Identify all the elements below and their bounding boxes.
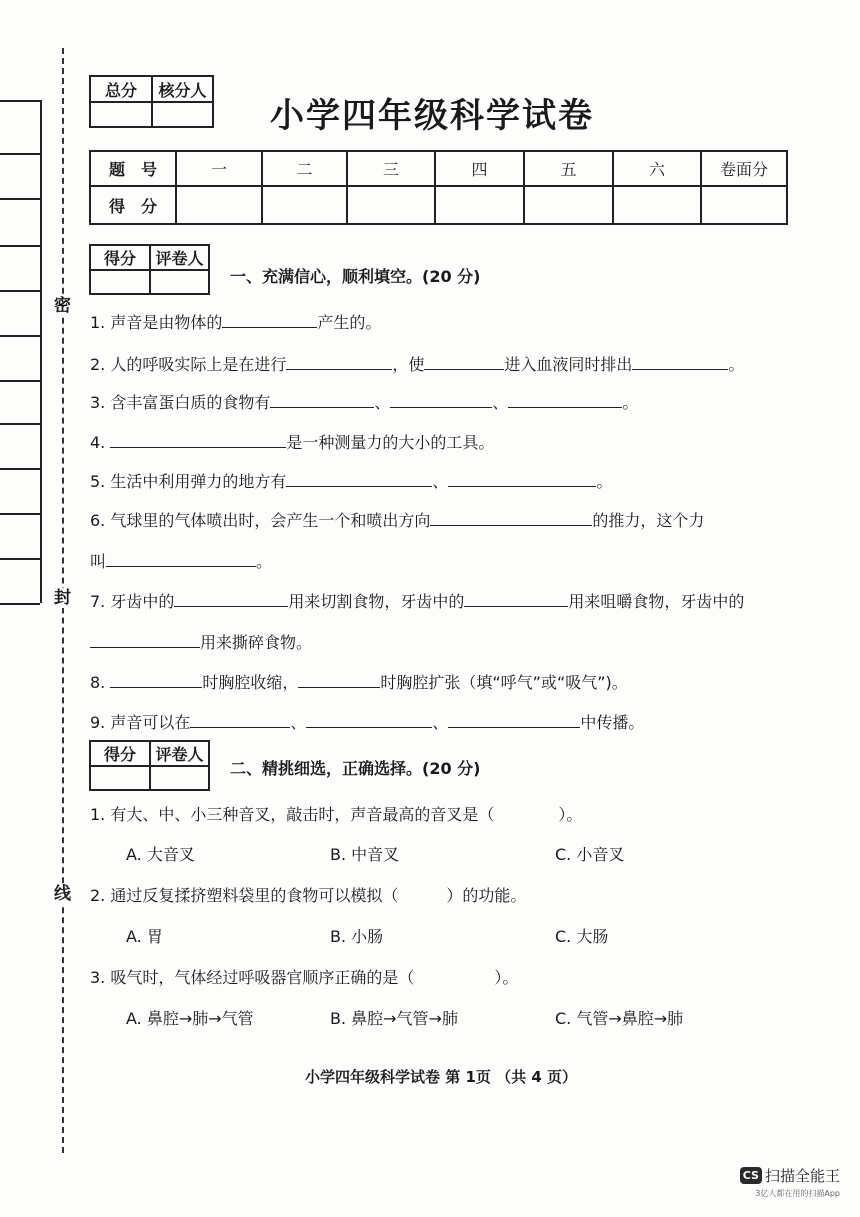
question-1: 1. 声音是由物体的 产生的。 bbox=[90, 313, 382, 332]
grader-reviewer-label: 评卷人 bbox=[150, 741, 209, 766]
total-label: 总分 bbox=[90, 76, 152, 102]
seal-char-mi: 密 bbox=[54, 296, 71, 316]
mc-option[interactable]: B. 小肠 bbox=[330, 927, 384, 946]
binding-tick bbox=[0, 603, 40, 605]
watermark-name: 扫描全能王 bbox=[764, 1167, 840, 1185]
answer-blank[interactable] bbox=[270, 393, 374, 408]
answer-blank[interactable] bbox=[390, 393, 492, 408]
binding-vertical-line bbox=[40, 100, 42, 603]
score-cell[interactable] bbox=[262, 186, 347, 224]
binding-tick bbox=[0, 380, 40, 382]
checker-label: 核分人 bbox=[152, 76, 213, 102]
question-2: 2. 人的呼吸实际上是在进行 ，使 进入血液同时排出 。 bbox=[90, 355, 745, 374]
answer-blank[interactable] bbox=[632, 355, 728, 370]
mc-option[interactable]: A. 胃 bbox=[126, 927, 163, 946]
answer-blank[interactable] bbox=[448, 472, 596, 487]
question-3: 3. 含丰富蛋白质的食物有 、 、 。 bbox=[90, 393, 639, 412]
answer-blank[interactable] bbox=[110, 433, 286, 448]
watermark-tagline: 3亿人都在用的扫描App bbox=[755, 1189, 840, 1198]
score-table-col: 三 bbox=[347, 151, 435, 186]
binding-tick bbox=[0, 468, 40, 470]
mc-option[interactable]: A. 大音叉 bbox=[126, 845, 195, 864]
total-cell[interactable] bbox=[90, 102, 152, 127]
binding-tick bbox=[0, 100, 40, 102]
grader-score-label: 得分 bbox=[90, 245, 150, 270]
binding-tick bbox=[0, 245, 40, 247]
mc-option[interactable]: B. 鼻腔→气管→肺 bbox=[330, 1009, 458, 1028]
answer-blank[interactable] bbox=[448, 713, 580, 728]
answer-blank[interactable] bbox=[222, 313, 317, 328]
mc-option[interactable]: C. 大肠 bbox=[555, 927, 609, 946]
seal-char-xian: 线 bbox=[54, 884, 71, 904]
grader-reviewer-label: 评卷人 bbox=[150, 245, 209, 270]
answer-blank[interactable] bbox=[190, 713, 290, 728]
question-7-cont: 用来撕碎食物。 bbox=[90, 630, 312, 653]
question-7: 7. 牙齿中的 用来切割食物，牙齿中的 用来咀嚼食物，牙齿中的 bbox=[90, 592, 745, 611]
answer-blank[interactable] bbox=[306, 713, 432, 728]
grader-score-cell[interactable] bbox=[90, 766, 150, 790]
answer-blank[interactable] bbox=[424, 355, 504, 370]
seal-char-feng: 封 bbox=[54, 588, 71, 608]
binding-tick bbox=[0, 335, 40, 337]
binding-tick bbox=[0, 513, 40, 515]
binding-tick bbox=[0, 198, 40, 200]
answer-blank[interactable] bbox=[508, 393, 622, 408]
question-6-cont: 叫 。 bbox=[90, 552, 273, 571]
mc-question-2: 2. 通过反复揉挤塑料袋里的食物可以模拟（ ）的功能。 bbox=[90, 886, 527, 905]
question-5: 5. 生活中利用弹力的地方有 、 。 bbox=[90, 472, 613, 491]
camscanner-logo-icon: CS bbox=[740, 1167, 762, 1184]
mc-question-3: 3. 吸气时，气体经过呼吸器官顺序正确的是（ ）。 bbox=[90, 968, 519, 987]
score-cell[interactable] bbox=[347, 186, 435, 224]
score-cell[interactable] bbox=[613, 186, 701, 224]
score-table-col: 一 bbox=[176, 151, 262, 186]
grader-box-2 bbox=[89, 740, 210, 791]
answer-blank[interactable] bbox=[286, 472, 432, 487]
score-cell[interactable] bbox=[701, 186, 787, 224]
score-table-col: 六 bbox=[613, 151, 701, 186]
page-footer: 小学四年级科学试卷 第 1页 （共 4 页） bbox=[305, 1068, 577, 1086]
answer-blank[interactable] bbox=[286, 355, 392, 370]
page-title: 小学四年级科学试卷 bbox=[270, 96, 594, 136]
grader-reviewer-cell[interactable] bbox=[150, 270, 209, 294]
question-6: 6. 气球里的气体喷出时，会产生一个和喷出方向 的推力，这个力 bbox=[90, 511, 705, 530]
binding-tick bbox=[0, 290, 40, 292]
scanner-watermark bbox=[740, 1165, 840, 1199]
score-table-head: 得 分 bbox=[90, 186, 176, 224]
question-8: 8. 时胸腔收缩， 时胸腔扩张（填“呼气”或“吸气”)。 bbox=[90, 673, 628, 692]
grader-score-label: 得分 bbox=[90, 741, 150, 766]
answer-blank[interactable] bbox=[106, 552, 256, 567]
question-4: 4. 是一种测量力的大小的工具。 bbox=[90, 433, 495, 452]
question-9: 9. 声音可以在 、 、 中传播。 bbox=[90, 713, 645, 732]
score-table-col: 二 bbox=[262, 151, 347, 186]
total-score-box bbox=[89, 75, 214, 128]
score-table-col: 卷面分 bbox=[701, 151, 787, 186]
binding-tick bbox=[0, 153, 40, 155]
answer-blank[interactable] bbox=[110, 673, 202, 688]
binding-tick bbox=[0, 558, 40, 560]
mc-option[interactable]: C. 小音叉 bbox=[555, 845, 625, 864]
score-cell[interactable] bbox=[524, 186, 613, 224]
grader-score-cell[interactable] bbox=[90, 270, 150, 294]
answer-blank[interactable] bbox=[174, 592, 288, 607]
answer-blank[interactable] bbox=[298, 673, 380, 688]
mc-question-1: 1. 有大、中、小三种音叉，敲击时，声音最高的音叉是（ ）。 bbox=[90, 805, 583, 824]
section2-title: 二、精挑细选，正确选择。(20 分) bbox=[230, 759, 481, 778]
score-table-col: 四 bbox=[435, 151, 524, 186]
score-cell[interactable] bbox=[435, 186, 524, 224]
answer-blank[interactable] bbox=[90, 633, 200, 648]
section1-title: 一、充满信心，顺利填空。(20 分) bbox=[230, 267, 481, 286]
score-cell[interactable] bbox=[176, 186, 262, 224]
grader-box-1 bbox=[89, 244, 210, 295]
mc-option[interactable]: B. 中音叉 bbox=[330, 845, 400, 864]
score-table-head: 题 号 bbox=[90, 151, 176, 186]
score-table bbox=[89, 150, 788, 225]
mc-option[interactable]: A. 鼻腔→肺→气管 bbox=[126, 1009, 254, 1028]
binding-tick bbox=[0, 423, 40, 425]
answer-blank[interactable] bbox=[430, 511, 592, 526]
grader-reviewer-cell[interactable] bbox=[150, 766, 209, 790]
mc-option[interactable]: C. 气管→鼻腔→肺 bbox=[555, 1009, 684, 1028]
checker-cell[interactable] bbox=[152, 102, 213, 127]
answer-blank[interactable] bbox=[464, 592, 568, 607]
score-table-col: 五 bbox=[524, 151, 613, 186]
